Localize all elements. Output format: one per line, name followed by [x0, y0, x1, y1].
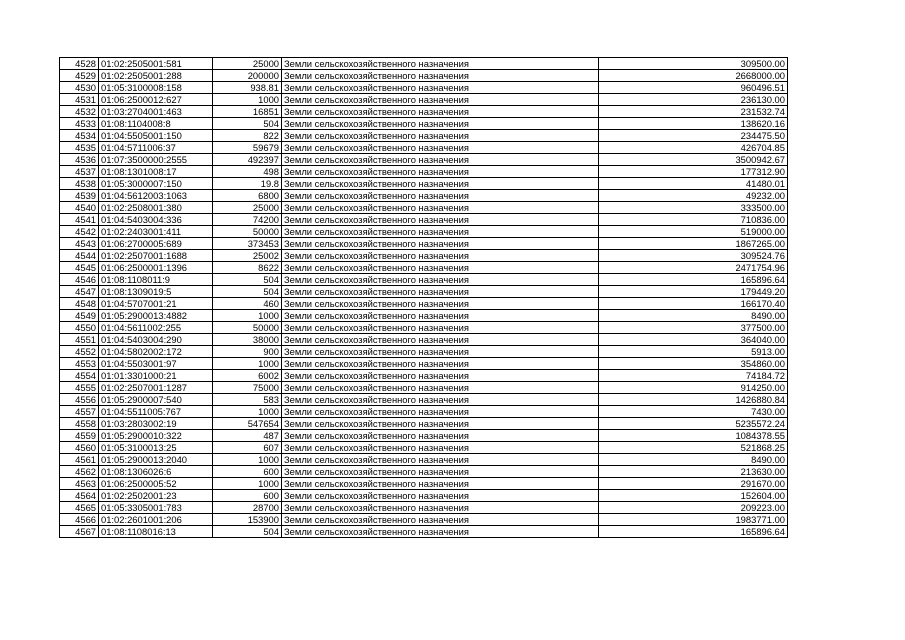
table-row — [60, 478, 788, 490]
cadastral-value-cell: 138620.16 — [599, 118, 788, 130]
cadastral-value-cell: 165896.64 — [599, 526, 788, 538]
area-cell: 25002 — [213, 250, 282, 262]
cadastral-value-cell: 309500.00 — [599, 58, 788, 70]
cadastral-number-cell: 01:04:5707001:21 — [99, 298, 213, 310]
land-category-cell: Земли сельскохозяйственного назначения — [282, 70, 599, 82]
cadastral-number-cell: 01:02:2508001:380 — [99, 202, 213, 214]
cadastral-number-cell: 01:08:1306026:6 — [99, 466, 213, 478]
row-number-cell: 4551 — [60, 334, 99, 346]
area-cell: 50000 — [213, 322, 282, 334]
cadastral-number-cell: 01:07:3500000:2555 — [99, 154, 213, 166]
area-cell: 1000 — [213, 478, 282, 490]
cadastral-number-cell: 01:06:2500012:627 — [99, 94, 213, 106]
area-cell: 600 — [213, 490, 282, 502]
cadastral-value-cell: 5235572.24 — [599, 418, 788, 430]
cadastral-number-cell: 01:02:2601001:206 — [99, 514, 213, 526]
row-number-cell: 4536 — [60, 154, 99, 166]
table-row — [60, 262, 788, 274]
cadastral-number-cell: 01:04:5511005:767 — [99, 406, 213, 418]
area-cell: 822 — [213, 130, 282, 142]
row-number-cell: 4556 — [60, 394, 99, 406]
cadastral-number-cell: 01:04:5505001:150 — [99, 130, 213, 142]
row-number-cell: 4547 — [60, 286, 99, 298]
land-category-cell: Земли сельскохозяйственного назначения — [282, 142, 599, 154]
area-cell: 900 — [213, 346, 282, 358]
land-category-cell: Земли сельскохозяйственного назначения — [282, 394, 599, 406]
row-number-cell: 4563 — [60, 478, 99, 490]
area-cell: 373453 — [213, 238, 282, 250]
cadastral-value-cell: 309524.76 — [599, 250, 788, 262]
land-category-cell: Земли сельскохозяйственного назначения — [282, 178, 599, 190]
cadastral-value-cell: 166170.40 — [599, 298, 788, 310]
land-category-cell: Земли сельскохозяйственного назначения — [282, 94, 599, 106]
table-row — [60, 322, 788, 334]
area-cell: 19.8 — [213, 178, 282, 190]
land-category-cell: Земли сельскохозяйственного назначения — [282, 322, 599, 334]
table-row — [60, 382, 788, 394]
area-cell: 504 — [213, 118, 282, 130]
cadastral-number-cell: 01:08:1309019:5 — [99, 286, 213, 298]
row-number-cell: 4530 — [60, 82, 99, 94]
area-cell: 1000 — [213, 310, 282, 322]
row-number-cell: 4549 — [60, 310, 99, 322]
cadastral-value-cell: 5913.00 — [599, 346, 788, 358]
table-row — [60, 526, 788, 538]
cadastral-value-cell: 213630.00 — [599, 466, 788, 478]
row-number-cell: 4531 — [60, 94, 99, 106]
area-cell: 504 — [213, 526, 282, 538]
cadastral-number-cell: 01:02:2507001:1688 — [99, 250, 213, 262]
row-number-cell: 4528 — [60, 58, 99, 70]
row-number-cell: 4559 — [60, 430, 99, 442]
land-category-cell: Земли сельскохозяйственного назначения — [282, 154, 599, 166]
cadastral-value-cell: 1426880.84 — [599, 394, 788, 406]
land-category-cell: Земли сельскохозяйственного назначения — [282, 382, 599, 394]
land-category-cell: Земли сельскохозяйственного назначения — [282, 430, 599, 442]
land-category-cell: Земли сельскохозяйственного назначения — [282, 82, 599, 94]
land-category-cell: Земли сельскохозяйственного назначения — [282, 490, 599, 502]
cadastral-number-cell: 01:02:2507001:1287 — [99, 382, 213, 394]
area-cell: 600 — [213, 466, 282, 478]
table-row — [60, 490, 788, 502]
table-row — [60, 190, 788, 202]
cadastral-value-cell: 2668000.00 — [599, 70, 788, 82]
land-category-cell: Земли сельскохозяйственного назначения — [282, 502, 599, 514]
row-number-cell: 4544 — [60, 250, 99, 262]
land-category-cell: Земли сельскохозяйственного назначения — [282, 202, 599, 214]
area-cell: 1000 — [213, 94, 282, 106]
cadastral-number-cell: 01:06:2700005:689 — [99, 238, 213, 250]
row-number-cell: 4567 — [60, 526, 99, 538]
cadastral-number-cell: 01:06:2500001:1396 — [99, 262, 213, 274]
table-row — [60, 94, 788, 106]
cadastral-value-cell: 333500.00 — [599, 202, 788, 214]
area-cell: 8622 — [213, 262, 282, 274]
cadastral-value-cell: 364040.00 — [599, 334, 788, 346]
cadastral-number-cell: 01:04:5403004:290 — [99, 334, 213, 346]
land-category-cell: Земли сельскохозяйственного назначения — [282, 298, 599, 310]
table-row — [60, 430, 788, 442]
area-cell: 59679 — [213, 142, 282, 154]
land-category-cell: Земли сельскохозяйственного назначения — [282, 238, 599, 250]
row-number-cell: 4537 — [60, 166, 99, 178]
cadastral-number-cell: 01:06:2500005:52 — [99, 478, 213, 490]
cadastral-value-cell: 914250.00 — [599, 382, 788, 394]
cadastral-number-cell: 01:05:3100008:158 — [99, 82, 213, 94]
row-number-cell: 4557 — [60, 406, 99, 418]
row-number-cell: 4546 — [60, 274, 99, 286]
land-category-cell: Земли сельскохозяйственного назначения — [282, 442, 599, 454]
row-number-cell: 4529 — [60, 70, 99, 82]
table-row — [60, 178, 788, 190]
table-row — [60, 502, 788, 514]
table-row — [60, 334, 788, 346]
cadastral-number-cell: 01:02:2505001:288 — [99, 70, 213, 82]
table-row — [60, 418, 788, 430]
table-row — [60, 166, 788, 178]
cadastral-number-cell: 01:04:5503001:97 — [99, 358, 213, 370]
area-cell: 938.81 — [213, 82, 282, 94]
table-row — [60, 466, 788, 478]
row-number-cell: 4545 — [60, 262, 99, 274]
table-row — [60, 406, 788, 418]
land-category-cell: Земли сельскохозяйственного назначения — [282, 190, 599, 202]
table-row — [60, 202, 788, 214]
row-number-cell: 4554 — [60, 370, 99, 382]
table-row — [60, 442, 788, 454]
row-number-cell: 4560 — [60, 442, 99, 454]
cadastral-value-cell: 49232.00 — [599, 190, 788, 202]
row-number-cell: 4542 — [60, 226, 99, 238]
cadastral-number-cell: 01:04:5612003:1063 — [99, 190, 213, 202]
row-number-cell: 4540 — [60, 202, 99, 214]
area-cell: 583 — [213, 394, 282, 406]
table-body — [60, 58, 788, 538]
row-number-cell: 4535 — [60, 142, 99, 154]
cadastral-value-cell: 377500.00 — [599, 322, 788, 334]
land-category-cell: Земли сельскохозяйственного назначения — [282, 478, 599, 490]
cadastral-value-cell: 7430.00 — [599, 406, 788, 418]
cadastral-number-cell: 01:08:1108016:13 — [99, 526, 213, 538]
area-cell: 460 — [213, 298, 282, 310]
land-category-cell: Земли сельскохозяйственного назначения — [282, 310, 599, 322]
land-category-cell: Земли сельскохозяйственного назначения — [282, 274, 599, 286]
land-category-cell: Земли сельскохозяйственного назначения — [282, 214, 599, 226]
table-row — [60, 130, 788, 142]
land-category-cell: Земли сельскохозяйственного назначения — [282, 130, 599, 142]
cadastral-number-cell: 01:02:2502001:23 — [99, 490, 213, 502]
cadastral-value-cell: 1084378.55 — [599, 430, 788, 442]
area-cell: 487 — [213, 430, 282, 442]
cadastral-number-cell: 01:05:2900007:540 — [99, 394, 213, 406]
row-number-cell: 4555 — [60, 382, 99, 394]
table-row — [60, 370, 788, 382]
table-row — [60, 358, 788, 370]
land-category-cell: Земли сельскохозяйственного назначения — [282, 286, 599, 298]
area-cell: 200000 — [213, 70, 282, 82]
cadastral-value-cell: 521868.25 — [599, 442, 788, 454]
cadastral-value-cell: 2471754.96 — [599, 262, 788, 274]
cadastral-value-cell: 234475.50 — [599, 130, 788, 142]
row-number-cell: 4532 — [60, 106, 99, 118]
land-category-cell: Земли сельскохозяйственного назначения — [282, 58, 599, 70]
cadastral-number-cell: 01:08:1104008:8 — [99, 118, 213, 130]
cadastral-value-cell: 1867265.00 — [599, 238, 788, 250]
row-number-cell: 4534 — [60, 130, 99, 142]
land-category-cell: Земли сельскохозяйственного назначения — [282, 226, 599, 238]
area-cell: 492397 — [213, 154, 282, 166]
cadastral-value-cell: 8490.00 — [599, 310, 788, 322]
cadastral-number-cell: 01:04:5802002:172 — [99, 346, 213, 358]
cadastral-number-cell: 01:05:2900013:4882 — [99, 310, 213, 322]
cadastral-value-cell: 41480.01 — [599, 178, 788, 190]
area-cell: 498 — [213, 166, 282, 178]
cadastral-value-cell: 426704.85 — [599, 142, 788, 154]
row-number-cell: 4539 — [60, 190, 99, 202]
land-category-cell: Земли сельскохозяйственного назначения — [282, 526, 599, 538]
cadastral-number-cell: 01:03:2803002:19 — [99, 418, 213, 430]
row-number-cell: 4541 — [60, 214, 99, 226]
cadastral-number-cell: 01:03:2704001:463 — [99, 106, 213, 118]
row-number-cell: 4565 — [60, 502, 99, 514]
cadastral-value-cell: 165896.64 — [599, 274, 788, 286]
table-row — [60, 238, 788, 250]
table-row — [60, 142, 788, 154]
row-number-cell: 4548 — [60, 298, 99, 310]
table-row — [60, 346, 788, 358]
table-row — [60, 118, 788, 130]
cadastral-number-cell: 01:04:5611002:255 — [99, 322, 213, 334]
area-cell: 6002 — [213, 370, 282, 382]
cadastral-number-cell: 01:05:2900010:322 — [99, 430, 213, 442]
area-cell: 504 — [213, 274, 282, 286]
table-row — [60, 274, 788, 286]
land-category-cell: Земли сельскохозяйственного назначения — [282, 166, 599, 178]
cadastral-value-cell: 960496.51 — [599, 82, 788, 94]
row-number-cell: 4550 — [60, 322, 99, 334]
land-category-cell: Земли сельскохозяйственного назначения — [282, 370, 599, 382]
cadastral-value-cell: 152604.00 — [599, 490, 788, 502]
cadastral-value-cell: 3500942.67 — [599, 154, 788, 166]
cadastral-value-cell: 179449.20 — [599, 286, 788, 298]
row-number-cell: 4561 — [60, 454, 99, 466]
cadastral-number-cell: 01:02:2505001:581 — [99, 58, 213, 70]
land-category-cell: Земли сельскохозяйственного назначения — [282, 346, 599, 358]
row-number-cell: 4564 — [60, 490, 99, 502]
table-row — [60, 106, 788, 118]
area-cell: 16851 — [213, 106, 282, 118]
table-row — [60, 250, 788, 262]
area-cell: 25000 — [213, 202, 282, 214]
area-cell: 1000 — [213, 358, 282, 370]
land-category-cell: Земли сельскохозяйственного назначения — [282, 514, 599, 526]
table-row — [60, 394, 788, 406]
area-cell: 50000 — [213, 226, 282, 238]
land-category-cell: Земли сельскохозяйственного назначения — [282, 106, 599, 118]
table-row — [60, 154, 788, 166]
cadastral-number-cell: 01:08:1108011:9 — [99, 274, 213, 286]
cadastral-value-cell: 8490.00 — [599, 454, 788, 466]
cadastral-number-cell: 01:05:2900013:2040 — [99, 454, 213, 466]
area-cell: 153900 — [213, 514, 282, 526]
row-number-cell: 4562 — [60, 466, 99, 478]
table-row — [60, 58, 788, 70]
cadastral-value-cell: 209223.00 — [599, 502, 788, 514]
row-number-cell: 4553 — [60, 358, 99, 370]
area-cell: 25000 — [213, 58, 282, 70]
table-row — [60, 214, 788, 226]
area-cell: 504 — [213, 286, 282, 298]
area-cell: 6800 — [213, 190, 282, 202]
area-cell: 607 — [213, 442, 282, 454]
area-cell: 75000 — [213, 382, 282, 394]
land-category-cell: Земли сельскохозяйственного назначения — [282, 454, 599, 466]
cadastral-number-cell: 01:05:3000007:150 — [99, 178, 213, 190]
cadastral-value-cell: 177312.90 — [599, 166, 788, 178]
table-row — [60, 514, 788, 526]
table-row — [60, 82, 788, 94]
table-row — [60, 286, 788, 298]
area-cell: 1000 — [213, 454, 282, 466]
land-category-cell: Земли сельскохозяйственного назначения — [282, 358, 599, 370]
table-row — [60, 70, 788, 82]
cadastral-number-cell: 01:02:2403001:411 — [99, 226, 213, 238]
cadastral-number-cell: 01:04:5403004:336 — [99, 214, 213, 226]
table-row — [60, 454, 788, 466]
land-category-cell: Земли сельскохозяйственного назначения — [282, 250, 599, 262]
cadastral-value-cell: 710836.00 — [599, 214, 788, 226]
area-cell: 28700 — [213, 502, 282, 514]
land-category-cell: Земли сельскохозяйственного назначения — [282, 262, 599, 274]
land-registry-table — [59, 57, 788, 538]
cadastral-value-cell: 354860.00 — [599, 358, 788, 370]
cadastral-value-cell: 74184.72 — [599, 370, 788, 382]
area-cell: 547654 — [213, 418, 282, 430]
cadastral-number-cell: 01:04:5711006:37 — [99, 142, 213, 154]
cadastral-number-cell: 01:05:3305001:783 — [99, 502, 213, 514]
land-category-cell: Земли сельскохозяйственного назначения — [282, 334, 599, 346]
cadastral-value-cell: 231532.74 — [599, 106, 788, 118]
cadastral-value-cell: 236130.00 — [599, 94, 788, 106]
row-number-cell: 4552 — [60, 346, 99, 358]
area-cell: 38000 — [213, 334, 282, 346]
table-row — [60, 298, 788, 310]
cadastral-value-cell: 1983771.00 — [599, 514, 788, 526]
table-row — [60, 226, 788, 238]
cadastral-number-cell: 01:05:3100013:25 — [99, 442, 213, 454]
row-number-cell: 4533 — [60, 118, 99, 130]
land-category-cell: Земли сельскохозяйственного назначения — [282, 118, 599, 130]
row-number-cell: 4543 — [60, 238, 99, 250]
row-number-cell: 4558 — [60, 418, 99, 430]
land-category-cell: Земли сельскохозяйственного назначения — [282, 418, 599, 430]
table-row — [60, 310, 788, 322]
area-cell: 74200 — [213, 214, 282, 226]
area-cell: 1000 — [213, 406, 282, 418]
land-category-cell: Земли сельскохозяйственного назначения — [282, 466, 599, 478]
cadastral-value-cell: 519000.00 — [599, 226, 788, 238]
row-number-cell: 4566 — [60, 514, 99, 526]
land-category-cell: Земли сельскохозяйственного назначения — [282, 406, 599, 418]
cadastral-value-cell: 291670.00 — [599, 478, 788, 490]
row-number-cell: 4538 — [60, 178, 99, 190]
cadastral-number-cell: 01:08:1301008:17 — [99, 166, 213, 178]
cadastral-number-cell: 01:01:3301000:21 — [99, 370, 213, 382]
